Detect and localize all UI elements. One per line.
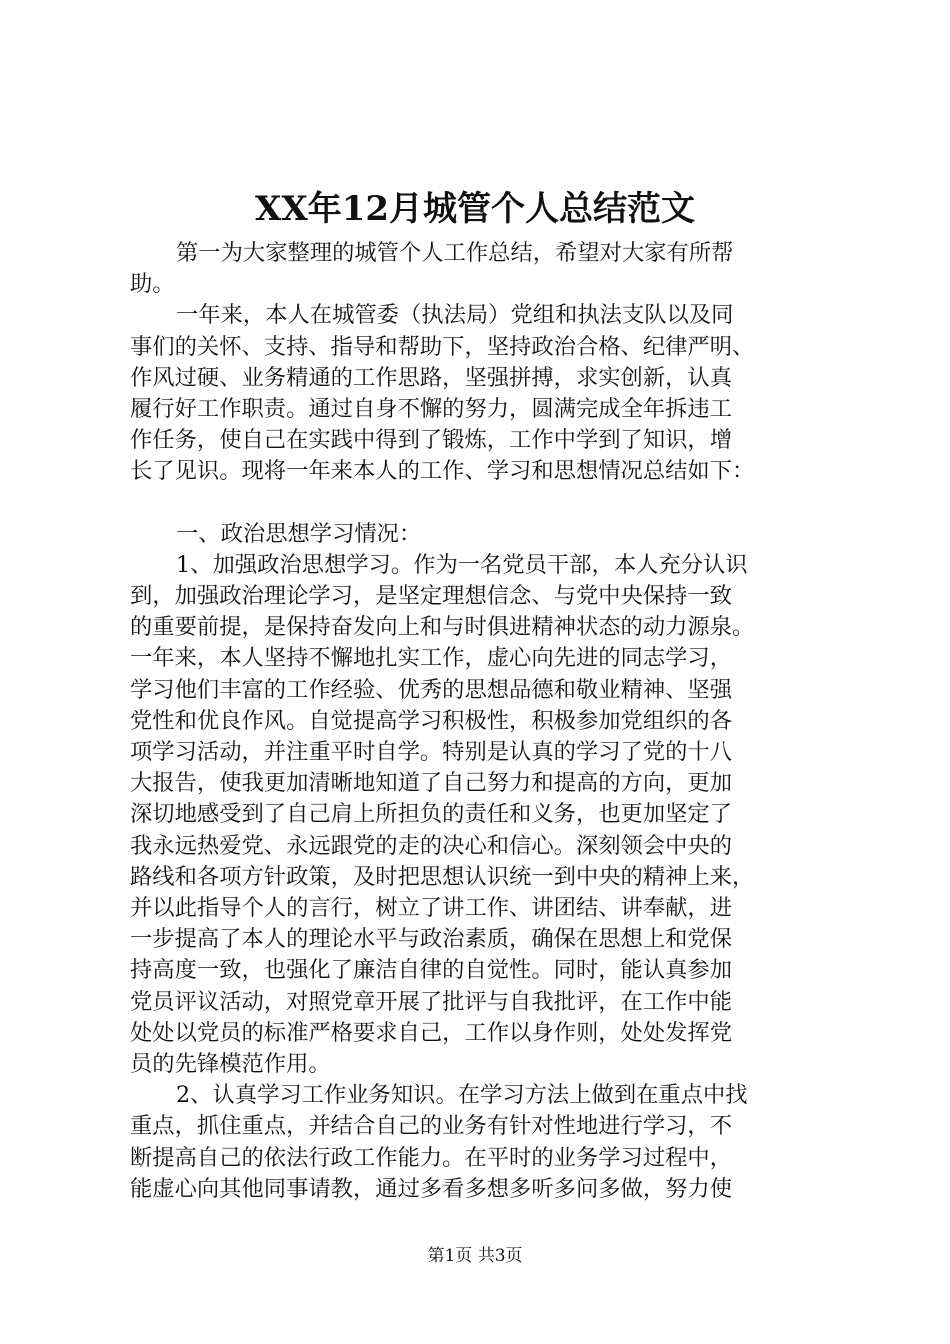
- text-line: 持高度一致，也强化了廉洁自律的自觉性。同时，能认真参加: [130, 957, 733, 984]
- text-line: 1、加强政治思想学习。作为一名党员干部，本人充分认识: [176, 551, 748, 578]
- paragraph-one: [130, 300, 830, 487]
- document-body: [130, 238, 830, 1205]
- text-line: 能虚心向其他同事请教，通过多看多想多听多问多做，努力使: [130, 1175, 733, 1202]
- text-line: 项学习活动，并注重平时自学。特别是认真的学习了党的十八: [130, 739, 733, 766]
- text-line: 并以此指导个人的言行，树立了讲工作、讲团结、讲奉献，进: [130, 895, 733, 922]
- text-line: 履行好工作职责。通过自身不懈的努力，圆满完成全年拆违工: [130, 396, 733, 423]
- text-line: 党性和优良作风。自觉提高学习积极性，积极参加党组织的各: [130, 707, 733, 734]
- text-line: 深切地感受到了自己肩上所担负的责任和义务，也更加坚定了: [130, 801, 733, 828]
- item-two-paragraph: [130, 1080, 830, 1205]
- section-heading: [130, 519, 830, 550]
- text-line: 一步提高了本人的理论水平与政治素质，确保在思想上和党保: [130, 926, 733, 953]
- text-line: 第一为大家整理的城管个人工作总结，希望对大家有所帮: [176, 240, 734, 266]
- document-title: XX年12月城管个人总结范文: [254, 189, 696, 229]
- text-line: 作任务，使自己在实践中得到了锻炼，工作中学到了知识，增: [130, 427, 733, 454]
- text-line: 助。: [130, 271, 175, 298]
- intro-paragraph: [130, 238, 830, 300]
- text-line: 学习他们丰富的工作经验、优秀的思想品德和敬业精神、坚强: [130, 676, 733, 703]
- text-line: 到，加强政治理论学习，是坚定理想信念、与党中央保持一致: [130, 583, 733, 610]
- text-line: 作风过硬、业务精通的工作思路，坚强拼搏，求实创新，认真: [130, 364, 733, 391]
- text-line: 一年来，本人在城管委（执法局）党组和执法支队以及同: [176, 302, 734, 329]
- text-line: 2、认真学习工作业务知识。在学习方法上做到在重点中找: [176, 1082, 748, 1109]
- text-line: 处处以党员的标准严格要求自己，工作以身作则，处处发挥党: [130, 1019, 733, 1046]
- text-line: 断提高自己的依法行政工作能力。在平时的业务学习过程中，: [130, 1144, 733, 1171]
- text-line: 一年来，本人坚持不懈地扎实工作，虚心向先进的同志学习，: [130, 645, 733, 672]
- text-line: 大报告，使我更加清晰地知道了自己努力和提高的方向，更加: [130, 770, 733, 797]
- text-line: 员的先锋模范作用。: [130, 1051, 331, 1078]
- text-line: 路线和各项方针政策，及时把思想认识统一到中央的精神上来，: [130, 863, 755, 890]
- text-line: 事们的关怀、支持、指导和帮助下，坚持政治合格、纪律严明、: [130, 333, 755, 360]
- text-line: 长了见识。现将一年来本人的工作、学习和思想情况总结如下：: [130, 458, 755, 485]
- text-line: 的重要前提，是保持奋发向上和与时俱进精神状态的动力源泉。: [130, 614, 755, 641]
- item-one-paragraph: [130, 550, 830, 1080]
- text-line: 我永远热爱党、永远跟党的走的决心和信心。深刻领会中央的: [130, 832, 733, 859]
- section-heading-text: 一、政治思想学习情况：: [176, 520, 422, 547]
- text-line: 重点，抓住重点，并结合自己的业务有针对性地进行学习，不: [130, 1113, 733, 1140]
- text-line: 党员评议活动，对照党章开展了批评与自我批评，在工作中能: [130, 988, 733, 1015]
- page-footer: 第1页 共3页: [427, 1246, 523, 1266]
